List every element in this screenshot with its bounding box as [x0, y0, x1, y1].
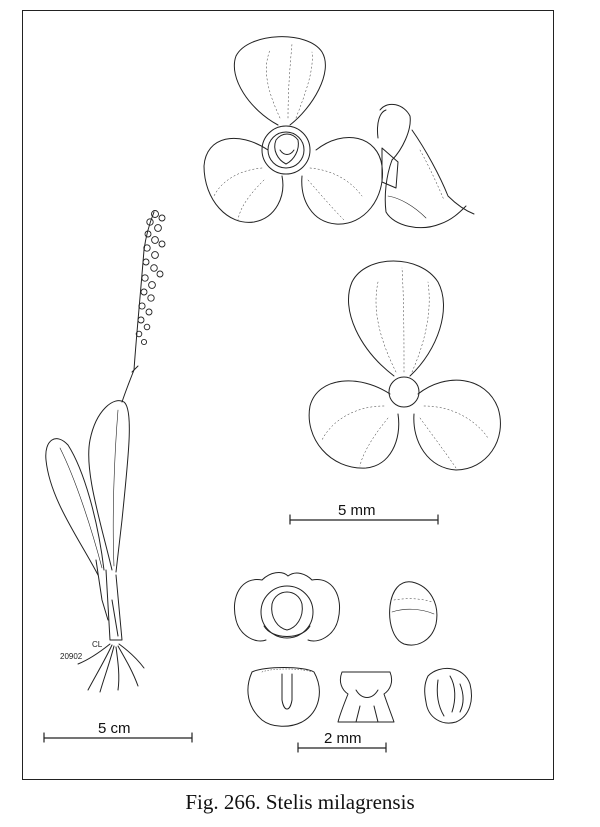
petal-detail — [390, 582, 437, 645]
collector-number: 20902 — [60, 652, 83, 661]
sepals-spread — [309, 261, 500, 470]
plant-habit-drawing — [46, 211, 165, 693]
scale-label-5mm: 5 mm — [338, 502, 376, 519]
flower-side-view — [377, 104, 474, 227]
anther-detail — [425, 668, 472, 723]
column-detail — [338, 672, 394, 722]
collector-initials: CL — [92, 640, 103, 649]
scale-label-5cm: 5 cm — [98, 720, 131, 737]
lip-detail — [248, 668, 319, 727]
figure-caption: Fig. 266. Stelis milagrensis — [185, 790, 415, 814]
scale-label-2mm: 2 mm — [324, 730, 362, 747]
petals-and-lip — [234, 573, 339, 642]
flower-front-view — [204, 37, 382, 224]
